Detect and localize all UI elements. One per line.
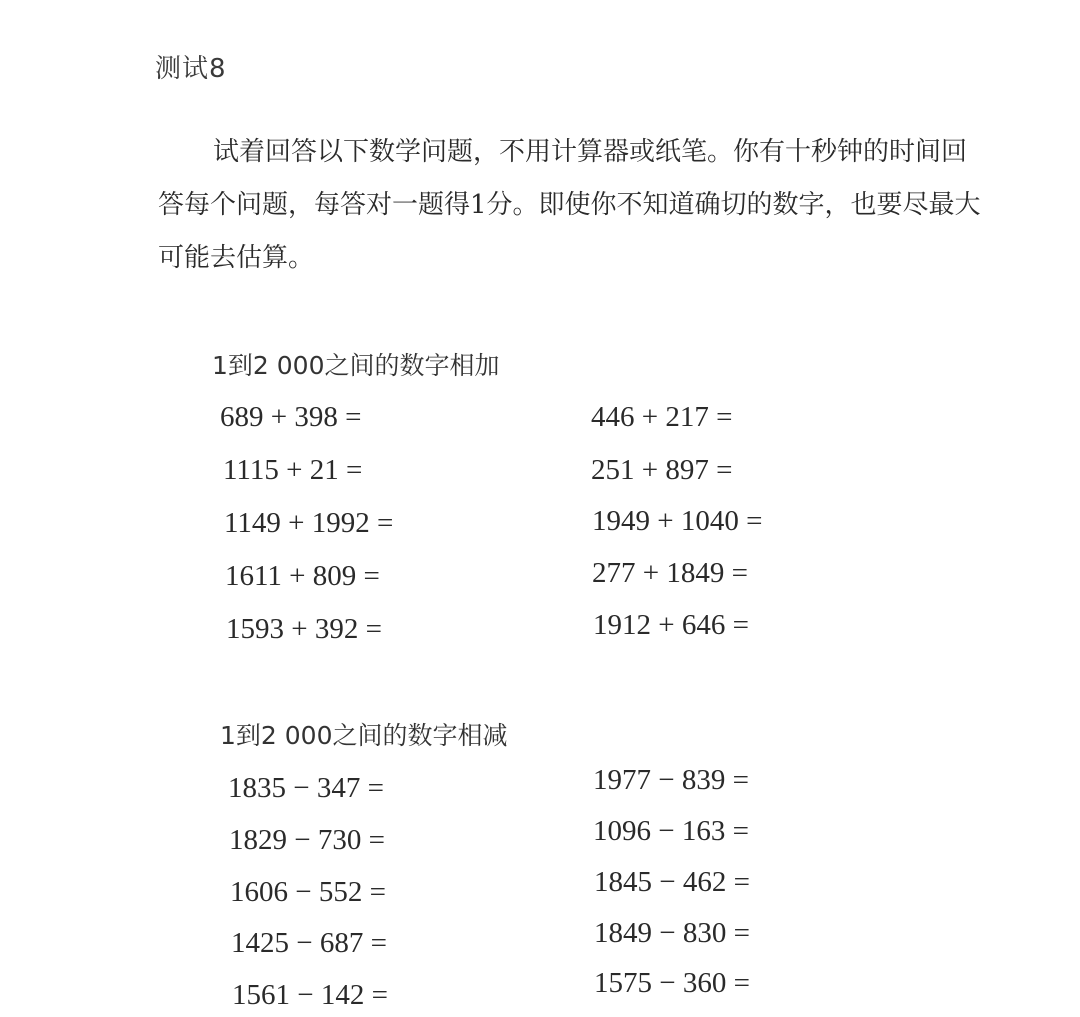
subtraction-problem: 1845 − 462 = <box>594 866 750 898</box>
instructions <box>158 126 988 285</box>
addition-problem: 251 + 897 = <box>591 454 733 486</box>
addition-problem: 1949 + 1040 = <box>592 505 763 537</box>
subtraction-problem: 1606 − 552 = <box>230 876 386 908</box>
section-heading-addition: 1到2 000之间的数字相加 <box>212 351 500 380</box>
subtraction-problem: 1561 − 142 = <box>232 979 388 1011</box>
addition-problem: 1912 + 646 = <box>593 609 749 641</box>
addition-problem: 1593 + 392 = <box>226 613 382 645</box>
subtraction-problem: 1096 − 163 = <box>593 815 749 847</box>
subtraction-problem: 1835 − 347 = <box>228 772 384 804</box>
subtraction-problem: 1575 − 360 = <box>594 967 750 999</box>
subtraction-problem: 1849 − 830 = <box>594 917 750 949</box>
subtraction-problem: 1425 − 687 = <box>231 927 387 959</box>
instructions-text: 试着回答以下数学问题，不用计算器或纸笔。你有十秒钟的时间回答每个问题，每答对一题得1分。即使你不知道确切的数字，也要尽最大可能去估算。 <box>158 137 981 273</box>
section-heading-subtraction: 1到2 000之间的数字相减 <box>220 721 508 750</box>
test-title: 测试8 <box>155 54 227 84</box>
addition-problem: 446 + 217 = <box>591 401 733 433</box>
addition-problem: 1149 + 1992 = <box>224 507 394 539</box>
addition-problem: 277 + 1849 = <box>592 557 748 589</box>
addition-problem: 1611 + 809 = <box>225 560 380 592</box>
subtraction-problem: 1829 − 730 = <box>229 824 385 856</box>
addition-problem: 689 + 398 = <box>220 401 362 433</box>
subtraction-problem: 1977 − 839 = <box>593 764 749 796</box>
addition-problem: 1115 + 21 = <box>223 454 363 486</box>
